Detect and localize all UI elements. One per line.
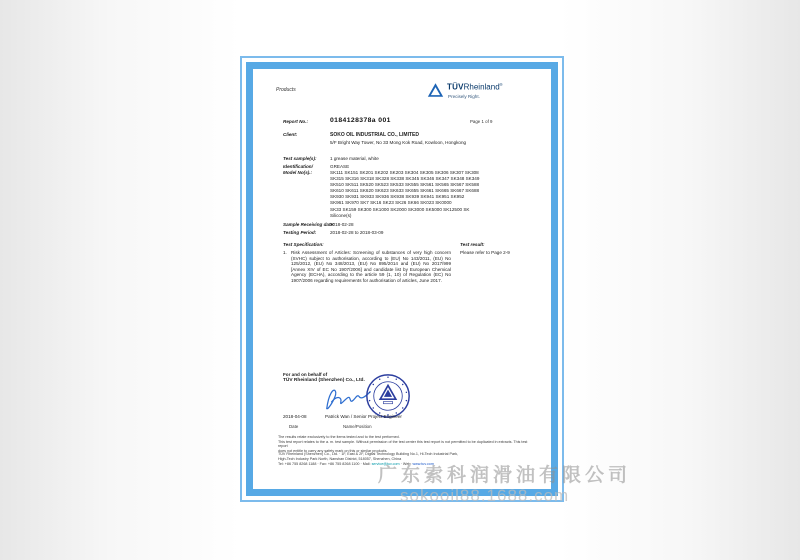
client-address: 5/F Bright Way Tower, No 33 Mong Kok Road, Kowloon, Hongkong: [330, 140, 467, 145]
logo-tuv: TÜV: [447, 82, 464, 92]
watermark-company-name: 广东索科润滑油有限公司: [378, 465, 632, 486]
testing-period-value: 2018-02-28 to 2018-03-09: [330, 230, 384, 235]
test-result-value: Please refer to Page 2-9: [460, 250, 510, 255]
company-seal-stamp-icon: [365, 373, 411, 419]
tuv-triangle-icon: [427, 82, 444, 98]
test-sample-value: 1 grease material, white: [330, 156, 379, 161]
disclaimer-line: does not entitle to carry any safety mark on this or similar products.: [278, 449, 388, 454]
contact-mail-link: service@tuv.com: [371, 462, 400, 466]
identification-label-line2: Model No(s).:: [283, 170, 313, 175]
client-name: SOKO OIL INDUSTRIAL CO., LIMITED: [330, 132, 419, 138]
spec-item-number: 1.: [283, 250, 287, 255]
model-line: SK930 SK931 SK933 SK936 SK938 SK939 SK941 SK951 SK952: [330, 194, 465, 200]
model-line: Silicone(s): [330, 212, 352, 218]
model-line: SK510 SK511 SK520 SK523 SK533 SK555 SK561 SK565 SK567 SK588: [330, 182, 480, 188]
logo-tagline: Precisely Right.: [448, 94, 480, 99]
model-line: SK315 SK316 SK318 SK328 SK338 SK345 SK346 SK347 SK348 SK349: [330, 176, 480, 182]
test-result-heading: Test result:: [460, 242, 485, 247]
date-label: Date: [289, 424, 299, 429]
report-no-label: Report No.:: [283, 119, 309, 124]
signer-name-position: Patrick Wan / Senior Project Engineer: [325, 414, 402, 419]
certificate-scan: [240, 56, 564, 502]
sample-receiving-date-label: Sample Receiving date:: [283, 222, 335, 227]
model-line: SK961 SK970 SK7 SK16 SK23 SK26 SK66 SK023 SK0000: [330, 200, 452, 206]
identification-label-line1: Identification/: [283, 164, 313, 169]
model-line: SK111 SK151 SK201 SK202 SK203 SK304 SK305 SK306 SK307 SK308: [330, 170, 479, 175]
testing-period-label: Testing Period:: [283, 230, 317, 235]
products-label: Products: [276, 87, 296, 93]
test-sample-label: Test sample(s):: [283, 156, 317, 161]
page-indicator: Page 1 of 9: [470, 119, 493, 124]
logo-rheinland: Rheinland: [463, 82, 500, 92]
signature-date-value: 2018-04-08: [283, 414, 307, 419]
address-line: High-Tech Industry Park North, Nanshan District, 518057, Shenzhen, China: [278, 456, 402, 461]
disclaimer-line: The results relate exclusively to the items tested and to the test performed.: [278, 435, 400, 439]
contact-tel-fax: Tel: +86 755 8268 1188 · Fax: +86 755 8268 1100 · Mail:: [278, 462, 372, 466]
tuv-rheinland-logo-text: [447, 82, 503, 92]
model-line: SK33 SK159 SK300 SK1000 SK2000 SK3000 SK5000 SK12500 SK: [330, 206, 470, 212]
test-specification-heading: Test Specification:: [283, 242, 324, 247]
spec-item-text: Risk Assessment of Articles: Screening of substances of very high concern (SVHC) subject to authorisation, according to (EU) No 143/2011, (EU) No 125/2012, (EU) No 348/2013, (EU) No 895/2014 and (EU) No 2017/999 [Annex XIV of EC No 1907/2006] and candidate list by European Chemical Agency (ECHA), according to the article 59 (1, 10) of Regulation (EC) No 1907/2006 regarding requirements for authorisation of articles, June 2017.: [291, 250, 451, 283]
sample-receiving-date-value: 2018-02-28: [330, 222, 354, 227]
model-number-list: [330, 170, 508, 219]
report-no-value: 0184128378a 001: [330, 117, 391, 124]
client-label: Client:: [283, 132, 298, 137]
on-behalf-line1: For and on behalf of: [283, 372, 328, 377]
contact-separator: · Web:: [399, 462, 413, 466]
identification-value: GREASE: [330, 164, 350, 169]
registered-mark: ®: [499, 82, 503, 87]
contact-web-link: www.tuv.com: [412, 462, 434, 466]
on-behalf-line2: TÜV Rheinland (Shenzhen) Co., Ltd.: [283, 378, 365, 383]
watermark-shop-url: sokooil88.1688.com: [400, 486, 570, 505]
model-line: SK610 SK611 SK620 SK623 SK633 SK655 SK661 SK665 SK667 SK688: [330, 188, 480, 194]
disclaimer-line: This test report relates to the a. m. test sample. Without permission of the test center this test report is not permitted to be duplicated in extracts. This test report: [278, 439, 528, 449]
name-position-label: Name/Position: [343, 424, 372, 429]
certificate-content: [253, 69, 551, 489]
address-line: TÜV Rheinland (Shenzhen) Co., Ltd. · 1F, East & 2F, Digital Technology Building No.1, Hi-Tech Industrial Park,: [278, 452, 459, 456]
disclaimer-text: [278, 435, 530, 454]
